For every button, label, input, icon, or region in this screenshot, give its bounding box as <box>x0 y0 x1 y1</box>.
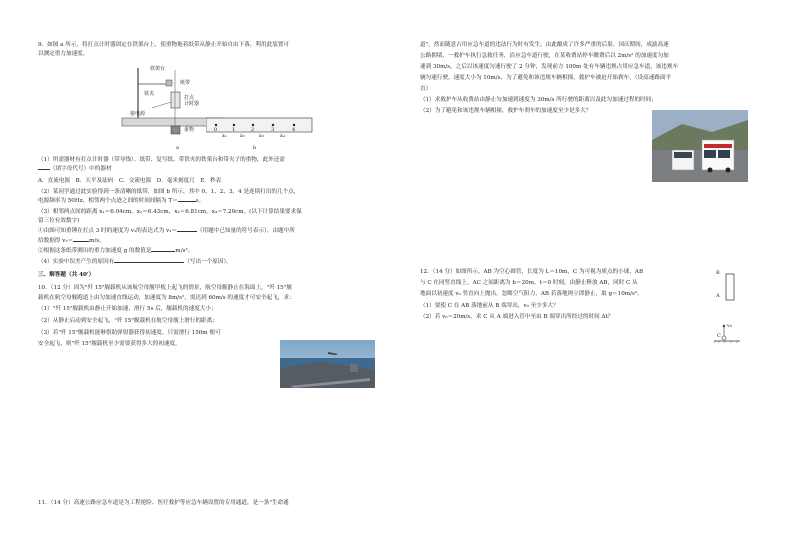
tape-point-1: 1 <box>232 127 236 133</box>
label-timer-2: 计时器 <box>184 101 200 107</box>
label-C: C <box>717 333 721 339</box>
tape-segment-x1: x₁ <box>222 133 227 139</box>
q9-part3-d: 给数据得 v₃＝ m/s。 <box>38 238 105 244</box>
section-3-heading: 三、解答题（共 40'） <box>38 272 95 278</box>
label-B: B <box>716 270 720 276</box>
answer-blank[interactable] <box>38 169 50 170</box>
answer-blank[interactable] <box>151 251 175 252</box>
q10-line-4: （2）从静止启动到安全起飞，"歼 15"舰载机在航空母舰上滑行的距离； <box>38 318 218 324</box>
q9-part3-c: ①由图可知重锤在打点 3 时的速度为 v₃的表达式为 v₃＝ （用题中已知量的符号表示），由题中所 <box>38 228 295 234</box>
q9-part3-b: 留三位有效数字) <box>38 218 80 224</box>
answer-blank[interactable] <box>178 201 196 202</box>
q12-line-2: 与 C 在同竖直线上，AC 之间距离为 h＝20m。t＝0 时刻，由静止释放 AB，同时 C 从 <box>420 280 638 286</box>
q9-part3-e: ②根据这条纸带测出的重力加速度 g 的数值是 m/s²。 <box>38 248 194 254</box>
q9-options: A．直流电源 B．天平及砝码 C．交流电源 D．毫米刻度尺 E．秒表 <box>38 178 222 184</box>
tape-point-0: 0 <box>214 127 218 133</box>
fig-a-caption: a <box>176 145 179 151</box>
q11-cont-line-7: （2）为了避免和该违规车辆相撞，救护车刹车的加速度至少是多大？ <box>420 108 592 114</box>
left-column <box>38 0 378 549</box>
label-A: A <box>716 293 720 299</box>
q9-part3: （3）相邻两点间的距离 x₁＝6.04cm，x₂＝6.43cm，x₃＝6.81cm，x₄＝7.20cm。(以下计算结果要求保 <box>38 209 302 215</box>
q12-line-3: 地面以初速度 v₀ 竖直向上抛出。忽略空气阻力，AB 若落地则立即静止，取 g＝10m/s²。 <box>420 291 643 297</box>
tape-point-3: 3 <box>271 127 275 133</box>
q9-intro: 9．如图 a 所示，将打点计时器固定在铁架台上，使重物拖着纸带从静止开始自由下落，利用此装置可 <box>38 42 289 48</box>
q9-part4: （4）实验中误差产生的原因有 （写出一个原因）。 <box>38 259 232 265</box>
tape-point-4: 4 <box>292 127 296 133</box>
right-column <box>420 0 760 549</box>
answer-blank[interactable] <box>73 241 89 242</box>
answer-blank[interactable] <box>177 231 197 232</box>
q9-part2-b: 电源频率为 50Hz，相邻两个点迹之间的时间间隔为 T＝ s。 <box>38 198 205 204</box>
label-power: 接电源 <box>130 111 146 117</box>
q10-line-2: 载机在航空母舰跑道上由匀加速直线运动，加速度为 8m/s²，需达到 60m/s 的速度才可安全起飞，求： <box>38 295 295 301</box>
label-weight: 重物 <box>184 127 195 133</box>
tape-point-2: 2 <box>251 127 255 133</box>
q11-cont-line-4: 辆匀速行驶，速度大小为 10m/s，为了避免和该违规车辆相撞，救护车被迫开始刹车，（设高速路面平 <box>420 75 672 81</box>
q12-line-4: （1）要使 C 在 AB 落地前从 B 端穿出，v₀ 至少多大？ <box>420 303 559 309</box>
label-stand: 铁架台 <box>150 66 166 72</box>
q11-cont-line-6: （1）求救护车从收费站由静止匀加速到速度为 30m/s 所行驶的距离以及此匀加速过程的时间； <box>420 97 657 103</box>
tape-segment-x2: x₂ <box>240 133 245 139</box>
q11-cont-line-5: 直） <box>420 86 432 92</box>
tape-segment-x3: x₃ <box>259 133 264 139</box>
fig-b-caption: b <box>253 145 257 151</box>
q12-line-1: 12．（14 分）如图所示，AB 为空心圆管，长度为 L＝10m，C 为可视为质点的小球，AB <box>420 269 644 275</box>
q10-line-1: 10．（12 分）因为"歼 15"舰载机从该航空母舰甲板上起飞的情景，航空母舰静止在海面上，"歼 15"舰 <box>38 285 292 291</box>
q9-part2: （2）某同学通过此实验得到一条清晰的纸带，如图 b 所示，其中 0、1、2、3、4 是连续打出的几个点， <box>38 189 300 195</box>
label-clip: 铁夹 <box>144 91 155 97</box>
ambulance-photo <box>652 110 748 182</box>
label-timer: 打点 <box>184 95 195 101</box>
q11-cont-line-1: 道"，然而随意占用应急车道的违法行为时有发生，由此酿成了许多严重的后果。国庆期间，成渝高速 <box>420 42 669 48</box>
q9-part1-b: （填字母代号）中的器材 <box>38 166 112 173</box>
label-paper: 纸带 <box>180 80 191 86</box>
aircraft-carrier-photo <box>280 340 375 388</box>
answer-blank[interactable] <box>114 262 184 263</box>
tube-ab-figure <box>720 270 740 306</box>
q9-intro-2: 以测定重力加速度。 <box>38 51 89 57</box>
q9-part1: （1）所需器材有打点计时器（带导线）、纸带、复写纸、带铁夹的铁架台和带夹子的重物，此外还需 <box>38 157 285 163</box>
q12-line-5: （2）若 v₀＝20m/s，求 C 从 A 端进入管中至由 B 端穿出所经过的时间 Δt？ <box>420 314 614 320</box>
tape-segment-x4: x₄ <box>280 133 285 139</box>
q10-line-3: （1）"歼 15"舰载机由静止开始加速，滑行 5s 后，舰载机的速度大小； <box>38 306 217 312</box>
label-v0: v₀ <box>727 323 732 329</box>
q10-line-6: 安全起飞，则"歼 15"舰载机至少需要获得多大的初速度。 <box>38 341 181 347</box>
q11-line-1: 11．（14 分）高速公路应急车道是为工程抢险、医疗救护等应急车辆设置的专用通道，是一条"生命通 <box>38 500 289 506</box>
q11-cont-line-2: 公路拥堵，一救护车执行急救任务，沿应急车道行驶，在某收费站停车缴费后以 2m/s² 的加速度匀加 <box>420 53 669 59</box>
q10-line-5: （3）若"歼 15"舰载机能够借助弹射器获得初速度，只需滑行 150m 便可 <box>38 330 221 336</box>
q11-cont-line-3: 速到 30m/s，之后以该速度匀速行驶了 2 分钟，发现前方 100m 处有车辆违规占用应急车道，该违规车 <box>420 64 679 70</box>
